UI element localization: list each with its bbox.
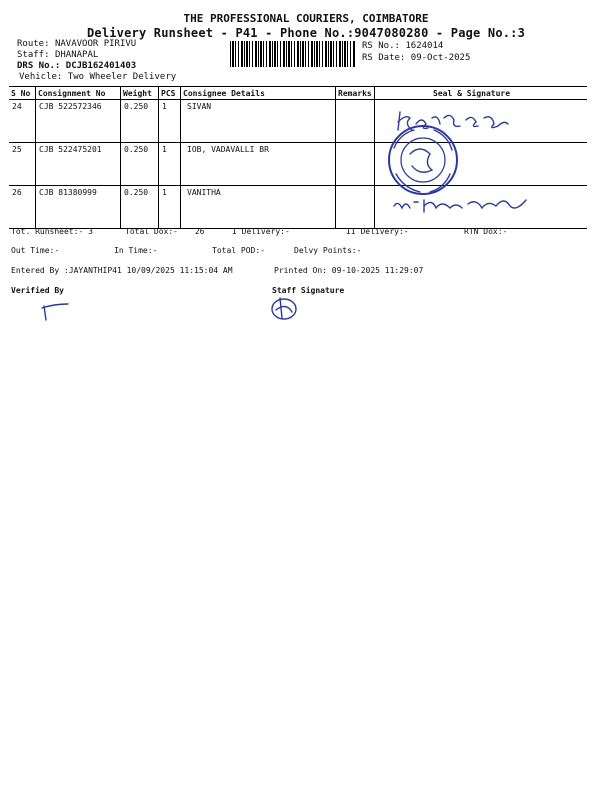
rs-date-label: RS Date:: [362, 53, 406, 63]
row-consignee: SIVAN: [181, 100, 336, 143]
row-consignment: CJB 81380999: [36, 186, 121, 229]
header-weight: Weight: [121, 87, 159, 100]
row-weight: 0.250: [121, 186, 159, 229]
row-sno: 24: [9, 100, 36, 143]
out-time: Out Time:-: [11, 246, 60, 255]
tot-runsheet-label: Tot. Runsheet:-: [11, 227, 84, 236]
staff-line: [17, 50, 98, 60]
route-value: NAVAVOOR PIRIVU: [54, 39, 137, 49]
drs-line: [17, 61, 136, 71]
rtn-dox: RTN Dox:-: [464, 227, 508, 236]
row-weight: 0.250: [121, 143, 159, 186]
staff-label: Staff:: [17, 50, 50, 60]
row-remarks: [336, 186, 375, 229]
printed-on: Printed On: 09-10-2025 11:29:07: [274, 266, 424, 275]
signature-stamp-overlay: [380, 104, 540, 224]
header-remarks: Remarks: [336, 87, 375, 100]
seal-stamp: [389, 126, 457, 194]
row-remarks: [336, 143, 375, 186]
tot-runsheet-value: 3: [88, 227, 93, 236]
row-pcs: 1: [159, 143, 181, 186]
route-label: Route:: [17, 39, 50, 49]
staff-signature-label: Staff Signature: [272, 286, 345, 295]
staff-signature-mark: [264, 292, 304, 324]
rs-no-label: RS No.:: [362, 41, 400, 51]
row-pcs: 1: [159, 100, 181, 143]
total-dox: [125, 227, 204, 236]
header-pcs: PCS: [159, 87, 181, 100]
rs-date-value: 09-Oct-2025: [410, 53, 471, 63]
entered-by: Entered By :JAYANTHIP41 10/09/2025 11:15:04 AM: [11, 266, 233, 275]
total-dox-label: Total Dox:-: [125, 227, 178, 236]
vehicle-label: Vehicle:: [19, 72, 63, 82]
delvy-points: Delvy Points:-: [294, 246, 362, 255]
total-dox-value: 26: [194, 227, 205, 236]
company-title: THE PROFESSIONAL COURIERS, COIMBATORE: [183, 12, 429, 25]
barcode: [230, 41, 356, 67]
row-consignment: CJB 522572346: [36, 100, 121, 143]
verified-signature: [38, 298, 78, 324]
route-line: [17, 39, 136, 49]
i-delivery: I Delivery:-: [232, 227, 290, 236]
signature-row-3: [394, 200, 526, 212]
row-consignee: VANITHA: [181, 186, 336, 229]
row-weight: 0.250: [121, 100, 159, 143]
row-consignment: CJB 522475201: [36, 143, 121, 186]
row-pcs: 1: [159, 186, 181, 229]
in-time: In Time:-: [114, 246, 158, 255]
row-sno: 26: [9, 186, 36, 229]
row-remarks: [336, 100, 375, 143]
table-header-row: [9, 87, 587, 100]
total-pod: Total POD:-: [212, 246, 265, 255]
runsheet-subtitle: Delivery Runsheet - P41 - Phone No.:9047080280 - Page No.:3: [86, 26, 526, 40]
header-seal-signature: Seal & Signature: [375, 87, 588, 100]
staff-value: DHANAPAL: [54, 50, 99, 60]
ii-delivery: II Delivery:-: [346, 227, 409, 236]
header-consignee: Consignee Details: [181, 87, 336, 100]
row-consignee: IOB, VADAVALLI BR: [181, 143, 336, 186]
drs-value: DCJB162401403: [65, 61, 137, 71]
header-consignment: Consignment No: [36, 87, 121, 100]
drs-label: DRS No.:: [17, 61, 61, 71]
rs-no-value: 1624014: [405, 41, 444, 51]
vehicle-value: Two Wheeler Delivery: [67, 72, 177, 82]
rs-no-line: [362, 41, 443, 51]
row-sno: 25: [9, 143, 36, 186]
header-sno: S No: [9, 87, 36, 100]
verified-by-label: Verified By: [11, 286, 64, 295]
vehicle-line: [19, 72, 176, 82]
rs-date-line: [362, 53, 470, 63]
tot-runsheet: [11, 227, 93, 236]
